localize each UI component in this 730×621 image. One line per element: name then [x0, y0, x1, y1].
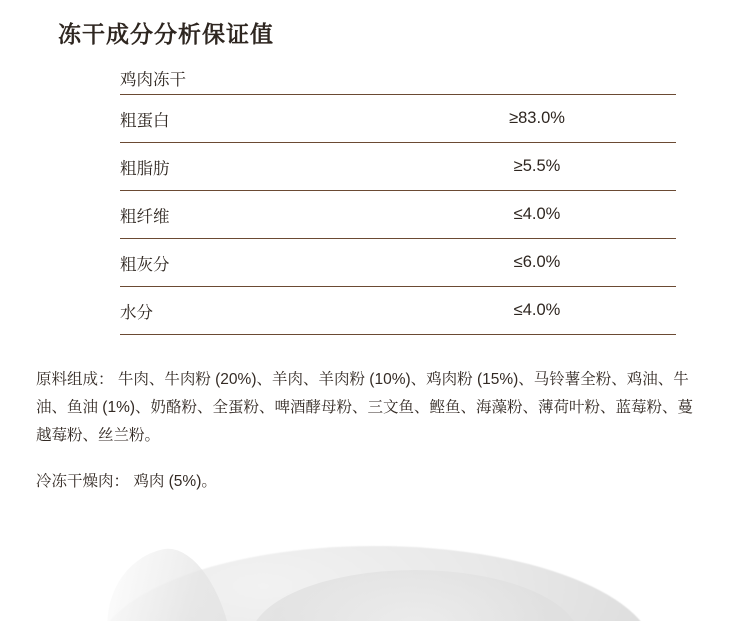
- table-header-row: [120, 62, 676, 95]
- nutrient-value: ≥83.0%: [398, 95, 676, 143]
- nutrient-value: ≥5.5%: [398, 143, 676, 191]
- ingredients-text: 牛肉、牛肉粉 (20%)、羊肉、羊肉粉 (10%)、鸡肉粉 (15%)、马铃薯全粉、鸡油、牛油、鱼油 (1%)、奶酪粉、全蛋粉、啤酒酵母粉、三文鱼、鲣鱼、海藻粉、薄荷叶粉、蓝莓粉、蔓越莓粉、丝兰粉。: [36, 371, 694, 444]
- table-header-label: 鸡肉冻干: [120, 62, 676, 95]
- ingredients-section: [36, 366, 696, 496]
- table-row: [120, 191, 676, 239]
- table-row: [120, 143, 676, 191]
- page-title: 冻干成分分析保证值: [58, 21, 274, 47]
- nutrition-table: [120, 62, 676, 335]
- nutrient-name: 粗灰分: [120, 239, 398, 287]
- freeze-dried-paragraph: [36, 468, 696, 496]
- nutrient-value: ≤4.0%: [398, 191, 676, 239]
- nutrient-value: ≤4.0%: [398, 287, 676, 335]
- table-row: [120, 287, 676, 335]
- ingredients-label: 原料组成：: [36, 371, 114, 388]
- nutrient-name: 水分: [120, 287, 398, 335]
- nutrient-name: 粗纤维: [120, 191, 398, 239]
- nutrient-name: 粗脂肪: [120, 143, 398, 191]
- nutrient-value: ≤6.0%: [398, 239, 676, 287]
- freeze-dried-text: 鸡肉 (5%)。: [133, 473, 217, 490]
- table-row: [120, 95, 676, 143]
- nutrition-table-wrapper: [120, 62, 676, 335]
- ingredients-paragraph: [36, 366, 696, 450]
- table-row: [120, 239, 676, 287]
- nutrient-name: 粗蛋白: [120, 95, 398, 143]
- product-photo: [0, 540, 730, 621]
- freeze-dried-label: 冷冻干燥肉：: [36, 473, 130, 490]
